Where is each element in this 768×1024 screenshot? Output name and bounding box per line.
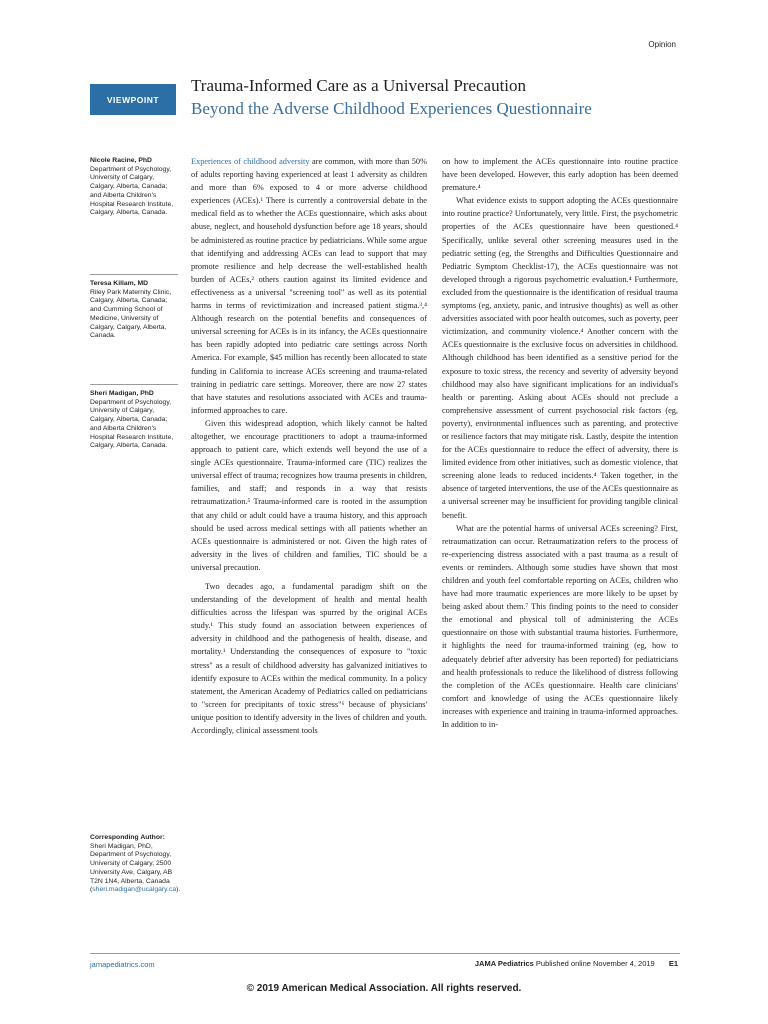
author-affiliation: Department of Psychology, University of Calgary, Calgary, Alberta, Canada; and Alberta Children's Hospital Research Institute, Calgary, Alberta, Canada. [90,398,174,450]
author-block [90,390,178,451]
journal-name: JAMA Pediatrics [474,959,534,968]
sidebar-divider [90,274,178,275]
body-paragraph: Given this widespread adoption, which likely cannot be halted altogether, we encourage practitioners to adopt a trauma-informed approach to patient care, which extends well beyond the use of a single ACEs questionnaire. Trauma-informed care (TIC) realizes the universal effect of trauma; recognizes how trauma presents in children, families, and staff; and responds in a way that resists retraumatization.⁵ Trauma-informed care is rooted in the assumption that any child or adult could have a trauma history, and this approach should be used across medical settings with all patients whether an ACEs questionnaire is administered or not. Given the high rates of adversity in the lives of children and families, TIC should be a universal precaution. [191,418,427,572]
article-title: Trauma-Informed Care as a Universal Precaution [191,76,527,95]
author-name: Teresa Killam, MD [90,280,149,287]
author-name: Nicole Racine, PhD [90,157,152,164]
journal-info [475,959,678,968]
body-paragraph: What are the potential harms of universal ACEs screening? First, retraumatization can occur. Retraumatization refers to the process of re-experiencing distress associated with a past trauma as a result of events or reminders. Although some studies have shown that most children and youth feel comfortable reporting on ACEs, children who have had more traumatic experiences are more likely to be upset by being asked about them.⁷ This finding points to the need to consider the emotional and physical toll of administering the ACEs questionnaire on those with substantial trauma histories. Furthermore, it highlights the need for trauma-informed training (eg, how to adequately debrief after adversity has been reported) for pediatricians and health professionals to reduce the likelihood of distress following the completion of the ACEs questionnaire. Health care clinicians' comfort and knowledge of using the ACEs questionnaire likely increases with experience and training in trauma-informed approaches. In addition to in- [442,523,678,730]
corresponding-text: Sheri Madigan, PhD, Department of Psychology, University of Calgary, 2500 University Ave, Calgary, AB T2N 1N4, Alberta, Canada ( [90,842,173,894]
corresponding-author [90,834,181,895]
author-name: Sheri Madigan, PhD [90,390,154,397]
lead-in: Experiences of childhood adversity [191,157,310,166]
copyright-notice: © 2019 American Medical Association. All rights reserved. [246,983,522,994]
author-block [90,280,178,341]
article-subtitle: Beyond the Adverse Childhood Experiences Questionnaire [191,99,592,118]
sidebar-divider [90,384,178,385]
body-paragraph: What evidence exists to support adopting the ACEs questionnaire into routine practice? Unfortunately, very little. First, the psychometric properties of the ACEs questionnaire have been questioned.⁴ Specifically, unlike several other screening measures used in the pediatric setting (eg, the Strengths and Difficulties Questionnaire and Pediatric Symptom Checklist-17), the ACEs questionnaire was not developed through a rigorous psychometric evaluation.⁴ Furthermore, excluded from the questionnaire is the identification of residual trauma symptoms (eg, anxiety, panic, and intrusive thoughts) as well as other adversities associated with poor health outcomes, such as poverty, peer victimization, and community violence.⁴ Another concern with the ACEs questionnaire is the exclusive focus on adversities in childhood. Although childhood has been identified as a sensitive period for the exposure to toxic stress, the recency and severity of adversity beyond childhood may also have significant implications for an individual's health or parenting. Asking about ACEs should not preclude a comprehensive assessment of current psychosocial risk factors (eg, poverty), environmental influences such as parenting, and protective or resilience factors that may mitigate risk. Lastly, despite the intention for the ACEs questionnaire to reduce the effect of adversity, there is limited evidence from other initiatives, such as domestic violence, that screening alone leads to reduced incidents.⁴ Taken together, in the absence of targeted interventions, the use of the ACEs questionnaire as a universal screener may be insufficient for providing tangible clinical benefit. [442,196,678,520]
page-number: E1 [668,959,678,968]
section-label: Opinion [648,40,676,49]
journal-website-link[interactable]: jamapediatrics.com [90,960,155,969]
footer-divider [90,953,680,954]
viewpoint-badge: VIEWPOINT [90,84,176,115]
body-column-left [191,155,427,737]
author-affiliation: Department of Psychology, University of Calgary, Calgary, Alberta, Canada; and Alberta Children's Hospital Research Institute, Calgary, Alberta, Canada. [90,165,174,217]
author-affiliation: Riley Park Maternity Clinic, Calgary, Alberta, Canada; and Cumming School of Medicine, University of Calgary, Calgary, Alberta, Canada. [90,288,172,340]
corresponding-close: ). [176,886,181,894]
corresponding-email-link[interactable]: sheri.madigan@ucalgary.ca [92,886,177,894]
body-paragraph: Experiences of childhood adversity are common, with more than 50% of adults reporting having experienced at least 1 adversity as children and more than 6% exposed to 4 or more adverse childhood experiences (ACEs).¹ There is currently a controversial debate in the medical field as to whether the ACEs questionnaire, which asks about abuse, neglect, and household dysfunction before age 18 years, should be administered as routine practice by pediatricians. While some argue that identifying and addressing ACEs can lead to support that may promote resilience and help decrease the well-established health burden of ACEs,² others caution against its limited evidence and effectiveness as a universal "screening tool" as well as its potential harms in terms of revictimization and increased patient stigma.³,⁴ Although research on the potential benefits and consequences of universal screening for ACEs is in its infancy, the ACEs questionnaire has been rapidly adopted into pediatric care settings across North America. For example, $45 million has recently been allocated to state funding in California to increase ACEs screening and trauma-related training in pediatric care settings. Moreover, there are now 27 states that have statutes and resolutions associated with ACEs and trauma-informed approaches to care. [191,157,427,415]
corresponding-label: Corresponding Author: [90,834,165,841]
publication-date: Published online November 4, 2019 [535,959,655,968]
body-column-right [442,155,678,731]
body-paragraph: on how to implement the ACEs questionnaire into routine practice have been developed. However, this early adoption has been deemed premature.⁴ [442,157,678,193]
body-paragraph: Two decades ago, a fundamental paradigm shift on the understanding of the development of health and mental health difficulties across the lifespan was spurred by the original ACEs study.¹ This study found an association between experiences of adversity in childhood and the pathogenesis of health, disease, and mortality.¹ Understanding the consequences of exposure to "toxic stress" as a result of childhood adversity has galvanized initiatives to identify exposure to ACEs within the medical community. In a policy statement, the American Academy of Pediatrics called on pediatricians to "screen for precipitants of toxic stress"⁶ because of physicians' unique position to identify adversity in the lives of children and youth. Accordingly, clinical assessment tools [191,582,427,736]
author-block [90,157,178,218]
